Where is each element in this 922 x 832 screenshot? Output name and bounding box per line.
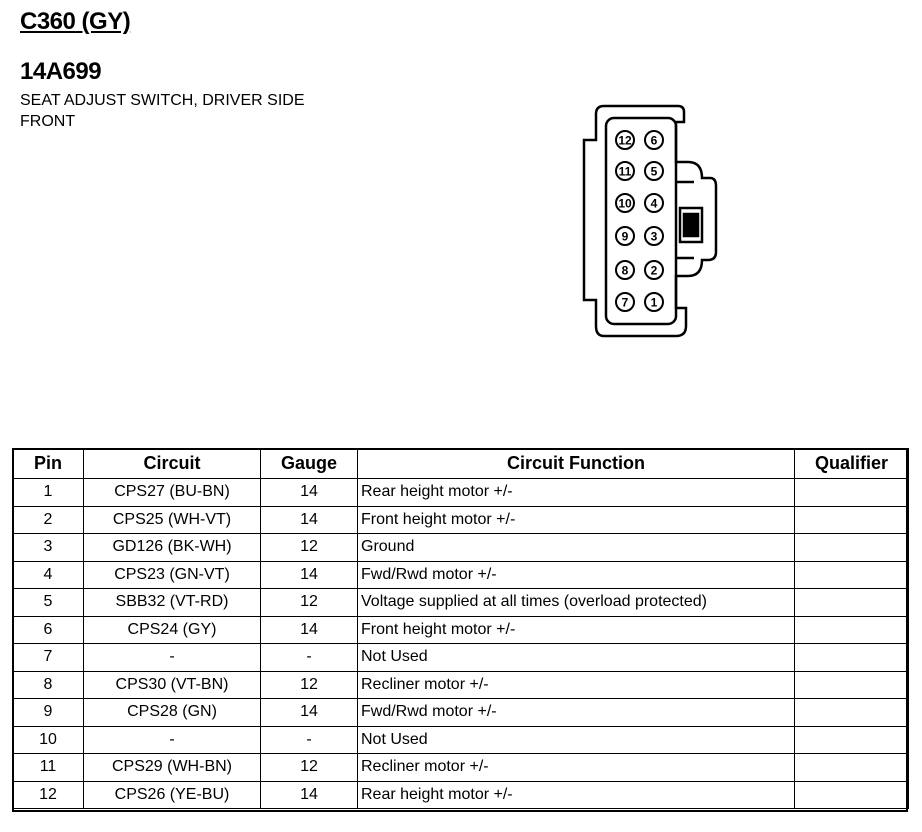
connector-pin xyxy=(616,261,634,279)
circuit-cell: CPS29 (WH-BN) xyxy=(84,754,261,782)
table-row xyxy=(13,589,909,617)
pin-number-label: 10 xyxy=(618,196,632,211)
connector-pin xyxy=(616,293,634,311)
component-description xyxy=(20,90,305,132)
pin-number-label: 8 xyxy=(621,263,629,278)
connector-pin-cavity xyxy=(606,118,676,324)
header-circuit-function: Circuit Function xyxy=(358,449,795,479)
connector-pin xyxy=(645,162,663,180)
function-cell: Ground xyxy=(358,534,795,562)
pin-number-label: 2 xyxy=(650,263,658,278)
connector-pin xyxy=(645,131,663,149)
table-row xyxy=(13,479,909,507)
pin-number-label: 7 xyxy=(621,295,629,310)
gauge-cell: 12 xyxy=(261,534,358,562)
table-row xyxy=(13,561,909,589)
circuit-cell: GD126 (BK-WH) xyxy=(84,534,261,562)
table-row xyxy=(13,726,909,754)
header-circuit: Circuit xyxy=(84,449,261,479)
connector-pin xyxy=(645,227,663,245)
gauge-cell: 12 xyxy=(261,754,358,782)
gauge-cell: 14 xyxy=(261,781,358,809)
pin-cell: 9 xyxy=(13,699,84,727)
header-gauge: Gauge xyxy=(261,449,358,479)
connector-pin xyxy=(616,131,634,149)
pin-cell: 2 xyxy=(13,506,84,534)
connector-title: C360 (GY) xyxy=(20,8,131,35)
qualifier-cell xyxy=(795,671,909,699)
part-number: 14A699 xyxy=(20,58,102,85)
function-cell: Rear height motor +/- xyxy=(358,781,795,809)
connector-face-diagram xyxy=(576,100,736,350)
gauge-cell: 12 xyxy=(261,589,358,617)
table-header-row xyxy=(13,449,909,479)
function-cell: Fwd/Rwd motor +/- xyxy=(358,699,795,727)
table-row xyxy=(13,754,909,782)
table-row xyxy=(13,534,909,562)
circuit-cell: CPS28 (GN) xyxy=(84,699,261,727)
pin-cell: 12 xyxy=(13,781,84,809)
qualifier-cell xyxy=(795,616,909,644)
connector-pin xyxy=(645,261,663,279)
qualifier-cell xyxy=(795,754,909,782)
table-row xyxy=(13,616,909,644)
function-cell: Fwd/Rwd motor +/- xyxy=(358,561,795,589)
qualifier-cell xyxy=(795,479,909,507)
circuit-cell: - xyxy=(84,644,261,672)
pin-cell: 10 xyxy=(13,726,84,754)
table-row xyxy=(13,644,909,672)
pin-number-label: 4 xyxy=(650,196,658,211)
gauge-cell: 14 xyxy=(261,616,358,644)
description-line-1: SEAT ADJUST SWITCH, DRIVER SIDE xyxy=(20,92,305,109)
connector-pin xyxy=(616,227,634,245)
table-row xyxy=(13,506,909,534)
pin-cell: 4 xyxy=(13,561,84,589)
pin-number-label: 3 xyxy=(650,229,658,244)
pin-cell: 1 xyxy=(13,479,84,507)
pin-cell: 3 xyxy=(13,534,84,562)
pin-number-label: 6 xyxy=(650,133,658,148)
gauge-cell: 12 xyxy=(261,671,358,699)
qualifier-cell xyxy=(795,589,909,617)
header-pin: Pin xyxy=(13,449,84,479)
function-cell: Front height motor +/- xyxy=(358,506,795,534)
qualifier-cell xyxy=(795,699,909,727)
qualifier-cell xyxy=(795,506,909,534)
pin-circles-group xyxy=(616,131,663,311)
qualifier-cell xyxy=(795,561,909,589)
description-line-2: FRONT xyxy=(20,113,76,130)
function-cell: Recliner motor +/- xyxy=(358,754,795,782)
pin-cell: 8 xyxy=(13,671,84,699)
connector-pin xyxy=(645,293,663,311)
pin-cell: 11 xyxy=(13,754,84,782)
connector-pin xyxy=(616,162,634,180)
pin-number-label: 1 xyxy=(650,295,658,310)
pin-cell: 6 xyxy=(13,616,84,644)
function-cell: Voltage supplied at all times (overload protected) xyxy=(358,589,795,617)
table-row xyxy=(13,671,909,699)
qualifier-cell xyxy=(795,534,909,562)
function-cell: Front height motor +/- xyxy=(358,616,795,644)
circuit-cell: CPS25 (WH-VT) xyxy=(84,506,261,534)
circuit-cell: CPS23 (GN-VT) xyxy=(84,561,261,589)
gauge-cell: - xyxy=(261,726,358,754)
function-cell: Recliner motor +/- xyxy=(358,671,795,699)
circuit-cell: - xyxy=(84,726,261,754)
qualifier-cell xyxy=(795,781,909,809)
header-qualifier: Qualifier xyxy=(795,449,909,479)
pin-number-label: 11 xyxy=(618,164,632,179)
function-cell: Not Used xyxy=(358,726,795,754)
pin-number-label: 9 xyxy=(621,229,629,244)
table-row xyxy=(13,781,909,809)
pin-cell: 7 xyxy=(13,644,84,672)
function-cell: Not Used xyxy=(358,644,795,672)
connector-pin xyxy=(645,194,663,212)
circuit-cell: CPS27 (BU-BN) xyxy=(84,479,261,507)
circuit-cell: SBB32 (VT-RD) xyxy=(84,589,261,617)
pin-cell: 5 xyxy=(13,589,84,617)
gauge-cell: - xyxy=(261,644,358,672)
pin-number-label: 5 xyxy=(650,164,658,179)
gauge-cell: 14 xyxy=(261,561,358,589)
table-row xyxy=(13,699,909,727)
qualifier-cell xyxy=(795,644,909,672)
pinout-table xyxy=(12,448,909,809)
function-cell: Rear height motor +/- xyxy=(358,479,795,507)
gauge-cell: 14 xyxy=(261,506,358,534)
circuit-cell: CPS26 (YE-BU) xyxy=(84,781,261,809)
connector-pin xyxy=(616,194,634,212)
circuit-cell: CPS24 (GY) xyxy=(84,616,261,644)
gauge-cell: 14 xyxy=(261,699,358,727)
pin-number-label: 12 xyxy=(618,133,632,148)
qualifier-cell xyxy=(795,726,909,754)
gauge-cell: 14 xyxy=(261,479,358,507)
circuit-cell: CPS30 (VT-BN) xyxy=(84,671,261,699)
